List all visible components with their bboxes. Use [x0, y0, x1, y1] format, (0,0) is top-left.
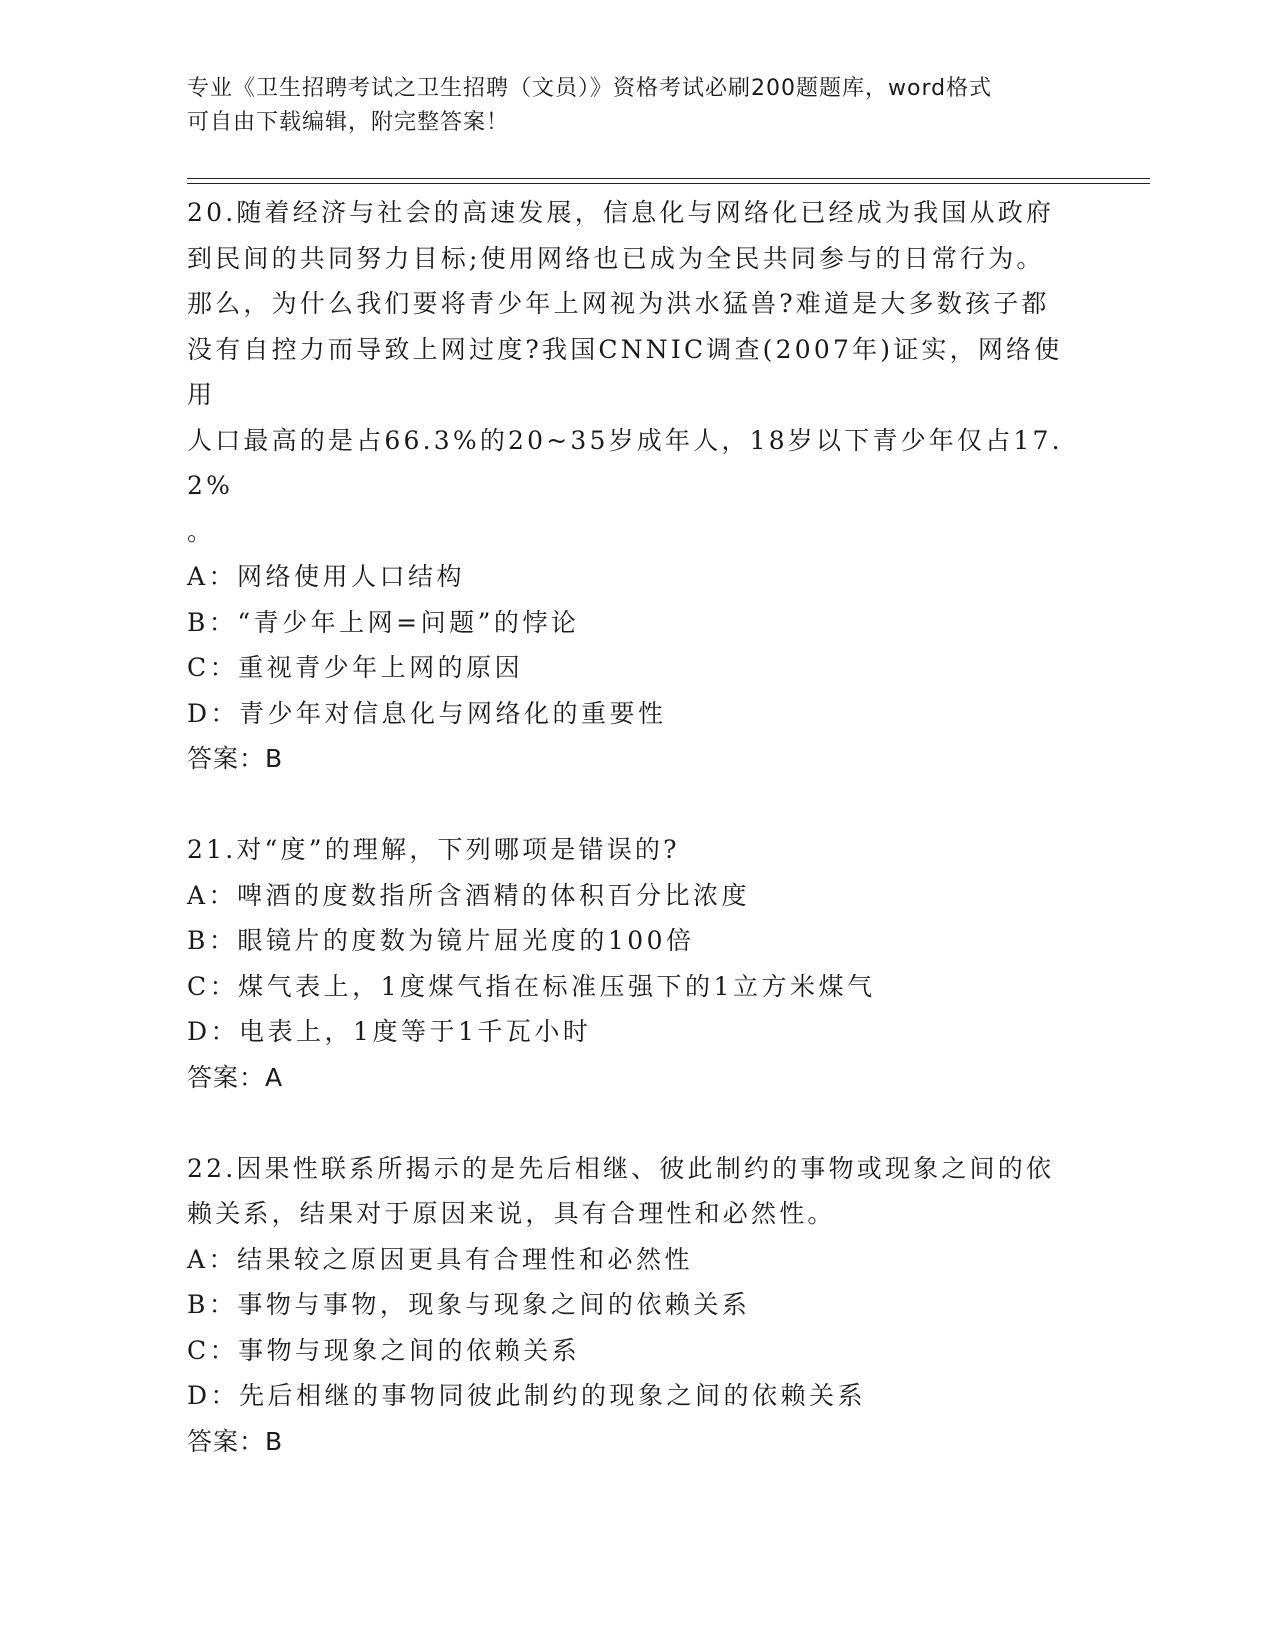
option-d: D：青少年对信息化与网络化的重要性 — [187, 698, 667, 728]
question-22 — [187, 1146, 1087, 1465]
question-spacer — [187, 1100, 1087, 1146]
option-d: D：先后相继的事物同彼此制约的现象之间的依赖关系 — [187, 1381, 867, 1410]
question-stem-line: 21.对“度”的理解，下列哪项是错误的? — [187, 835, 680, 864]
question-stem-line: 人口最高的是占66.3%的20~35岁成年人，18岁以下青少年仅占17.2% — [187, 425, 1063, 500]
option-b: B：事物与事物，现象与现象之间的依赖关系 — [187, 1290, 751, 1319]
option-a: A：啤酒的度数指所含酒精的体积百分比浓度 — [187, 880, 751, 910]
option-c: C：煤气表上，1度煤气指在标准压强下的1立方米煤气 — [187, 971, 876, 1001]
option-c: C：事物与现象之间的依赖关系 — [187, 1335, 581, 1365]
answer-line: 答案：B — [187, 1426, 284, 1456]
question-stem-line: 那么，为什么我们要将青少年上网视为洪水猛兽?难道是大多数孩子都 — [187, 289, 1050, 318]
option-d: D：电表上，1度等于1千瓦小时 — [187, 1017, 592, 1046]
option-c: C：重视青少年上网的原因 — [187, 653, 524, 682]
question-stem-line: 22.因果性联系所揭示的是先后相继、彼此制约的事物或现象之间的依 — [187, 1153, 1055, 1183]
header-line-1: 专业《卫生招聘考试之卫生招聘（文员）》资格考试必刷200题题库，word格式 — [187, 76, 993, 101]
answer-line: 答案：A — [187, 1062, 284, 1092]
option-b: B：眼镜片的度数为镜片屈光度的100倍 — [187, 926, 695, 955]
question-spacer — [187, 782, 1087, 828]
question-list — [187, 190, 1087, 1464]
question-stem-line: 到民间的共同努力目标;使用网络也已成为全民共同参与的日常行为。 — [187, 243, 1045, 273]
header-divider-top — [187, 178, 1150, 179]
header-divider-bottom — [187, 183, 1150, 184]
page-header — [187, 72, 1087, 140]
answer-line: 答案：B — [187, 744, 284, 773]
option-b: B：“青少年上网=问题”的悖论 — [187, 607, 580, 637]
question-stem-line: 赖关系，结果对于原因来说，具有合理性和必然性。 — [187, 1199, 836, 1228]
question-stem-line: 。 — [187, 516, 216, 546]
question-21 — [187, 827, 1087, 1100]
question-stem-line: 没有自控力而导致上网过度?我国CNNIC调查(2007年)证实，网络使用 — [187, 334, 1063, 409]
option-a: A：网络使用人口结构 — [187, 562, 466, 591]
question-20 — [187, 190, 1087, 782]
option-a: A：结果较之原因更具有合理性和必然性 — [187, 1244, 694, 1274]
header-line-2: 可自由下载编辑，附完整答案！ — [187, 110, 510, 135]
question-stem-line: 20.随着经济与社会的高速发展，信息化与网络化已经成为我国从政府 — [187, 198, 1055, 227]
